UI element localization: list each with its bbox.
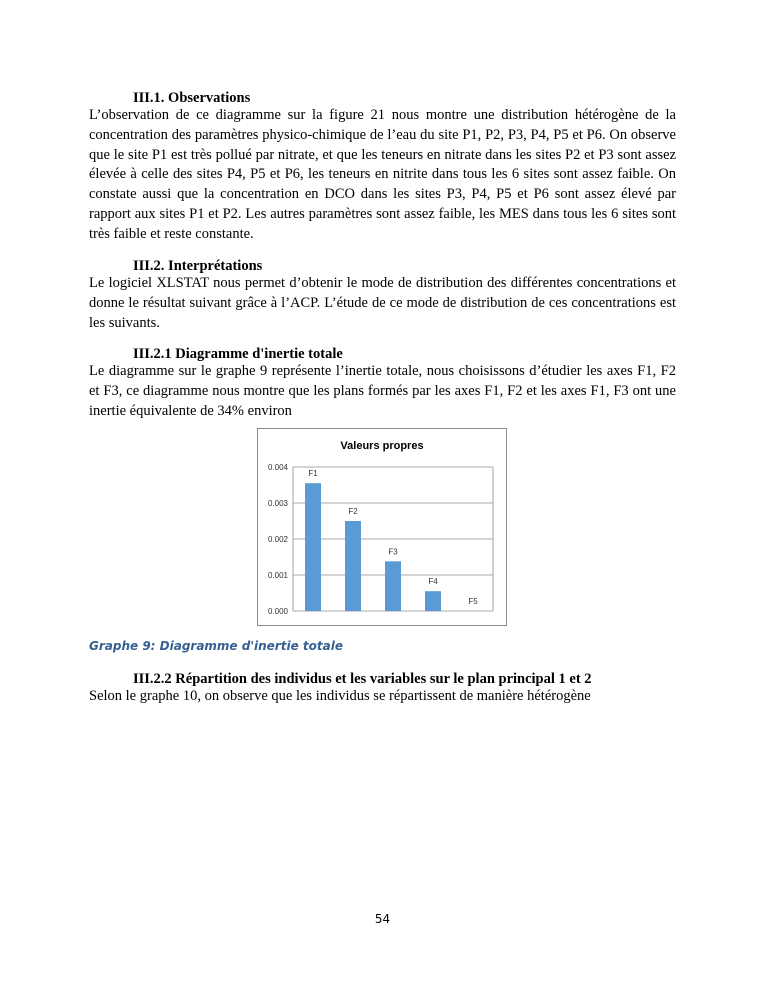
page-number: 54 bbox=[374, 912, 391, 926]
bar-label-f1: F1 bbox=[308, 469, 318, 479]
paragraph-observations: L’observation de ce diagramme sur la figure 21 nous montre une distribution hétérogène de la concentration des paramètres physico-chimique de l’eau du site P1, P2, P3, P4, P5 et P6. On observe que le site P1 est très pollué par nitrate, et que les teneurs en nitrate dans les sites P2 et P3 sont assez élevée à celle des sites P4, P5 et P6, les teneurs en nitrite dans tous les 6 sites sont assez faible. On constate aussi que la concentration en DCO dans les sites P3, P4, P5 et P6 sont assez élevé par rapport aux sites P1 et P2. Les autres paramètres sont assez faible, les MES dans tous les 6 sites sont très faible et reste constante. bbox=[89, 107, 676, 242]
section-heading-repartition: III.2.2 Répartition des individus et les variables sur le plan principal 1 et 2 bbox=[133, 671, 592, 687]
y-tick-label: 0.001 bbox=[267, 571, 288, 580]
y-tick-label: 0.002 bbox=[267, 535, 288, 544]
y-tick-label: 0.004 bbox=[267, 463, 288, 472]
bar-f1 bbox=[305, 483, 321, 611]
chart-canvas bbox=[258, 429, 506, 625]
paragraph-repartition: Selon le graphe 10, on observe que les individus se répartissent de manière hétérogène bbox=[89, 688, 591, 704]
figure-caption: Graphe 9: Diagramme d'inertie totale bbox=[89, 639, 343, 653]
section-heading-inertia: III.2.1 Diagramme d'inertie totale bbox=[133, 346, 343, 362]
bar-label-f2: F2 bbox=[348, 507, 358, 516]
y-tick-label: 0.000 bbox=[267, 607, 288, 616]
section-heading-interpretations: III.2. Interprétations bbox=[133, 258, 263, 274]
bar-label-f4: F4 bbox=[428, 577, 438, 587]
paragraph-interpretations: Le logiciel XLSTAT nous permet d’obtenir le mode de distribution des différentes concentrations et donne le résultat suivant grâce à l’ACP. L’étude de ce mode de distribution de ces concentrations est les suivants. bbox=[89, 275, 676, 331]
bar-f3 bbox=[385, 561, 401, 611]
bar-label-f3: F3 bbox=[388, 547, 398, 557]
bar-label-f5: F5 bbox=[468, 597, 478, 606]
y-tick-label: 0.003 bbox=[267, 499, 288, 508]
chart-title: Valeurs propres bbox=[340, 440, 424, 452]
bar-f4 bbox=[425, 591, 441, 611]
paragraph-inertia: Le diagramme sur le graphe 9 représente l’inertie totale, nous choisissons d’étudier les axes F1, F2 et F3, ce diagramme nous montre que les plans formés par les axes F1, F2 et les axes F1, F3 ont une inertie équivalente de 34% environ bbox=[89, 363, 676, 419]
section-heading-observations: III.1. Observations bbox=[133, 90, 251, 106]
bar-f2 bbox=[345, 521, 361, 611]
eigenvalue-chart bbox=[257, 428, 507, 626]
